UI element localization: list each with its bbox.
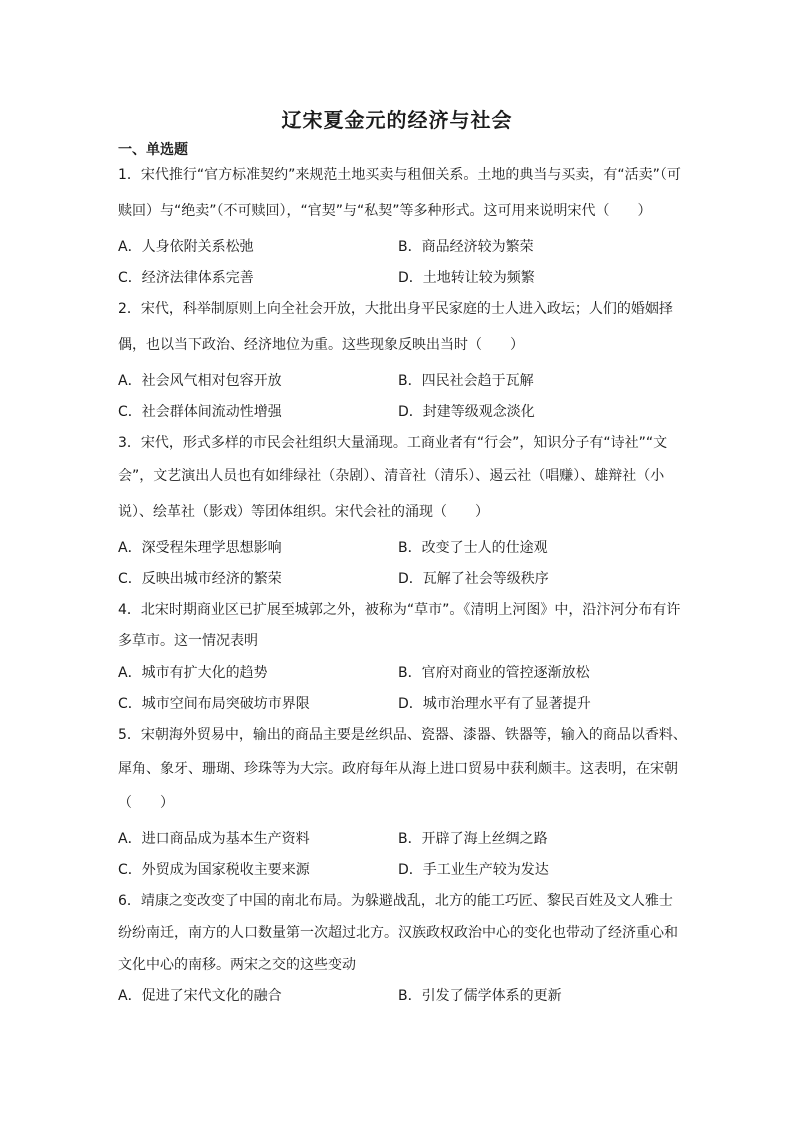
question-1-line-1: 1．宋代推行“官方标准契约”来规范土地买卖与租佃关系。土地的典当与买卖，有“活卖”（可 <box>118 167 681 183</box>
question-3-option-a: A．深受程朱理学思想影响 <box>118 540 282 556</box>
question-5-line-2: 犀角、象牙、珊瑚、珍珠等为大宗。政府每年从海上进口贸易中获利颇丰。这表明，在宋朝 <box>118 761 678 777</box>
question-2-option-d: D．封建等级观念淡化 <box>398 404 535 420</box>
question-4-option-d: D．城市治理水平有了显著提升 <box>398 696 591 712</box>
question-3-line-3: 说）、绘革社（影戏）等团体组织。宋代会社的涌现（ ） <box>118 504 489 520</box>
question-6-option-b: B．引发了儒学体系的更新 <box>398 988 562 1004</box>
section-heading: 一、单选题 <box>118 142 188 158</box>
question-3-option-d: D．瓦解了社会等级秩序 <box>398 571 549 587</box>
question-4-line-1: 4．北宋时期商业区已扩展至城郭之外，被称为“草市”。《清明上河图》中，沿汴河分布有许 <box>118 602 681 618</box>
question-1-option-a: A．人身依附关系松弛 <box>118 239 254 255</box>
question-5-option-c: C．外贸成为国家税收主要来源 <box>118 862 310 878</box>
question-1-option-c: C．经济法律体系完善 <box>118 270 254 286</box>
question-1-option-b: B．商品经济较为繁荣 <box>398 239 534 255</box>
question-2-option-a: A．社会风气相对包容开放 <box>118 373 282 389</box>
question-6-line-1: 6．靖康之变改变了中国的南北布局。为躲避战乱，北方的能工巧匠、黎民百姓及文人雅士 <box>118 893 673 909</box>
question-6-option-a: A．促进了宋代文化的融合 <box>118 988 282 1004</box>
question-3-line-2: 会”，文艺演出人员也有如绯绿社（杂剧）、清音社（清乐）、遏云社（唱赚）、雄辩社（小 <box>118 468 665 484</box>
question-1-option-d: D．土地转让较为频繁 <box>398 270 535 286</box>
question-4-line-2: 多草市。这一情况表明 <box>118 633 258 649</box>
question-2-option-b: B．四民社会趋于瓦解 <box>398 373 534 389</box>
question-3-option-c: C．反映出城市经济的繁荣 <box>118 571 282 587</box>
question-5-line-1: 5．宋朝海外贸易中，输出的商品主要是丝织品、瓷器、漆器、铁器等，输入的商品以香料、 <box>118 727 687 743</box>
question-4-option-c: C．城市空间布局突破坊市界限 <box>118 696 310 712</box>
question-6-line-3: 文化中心的南移。两宋之交的这些变动 <box>118 957 356 973</box>
question-1-line-2: 赎回）与“绝卖”（不可赎回），“官契”与“私契”等多种形式。这可用来说明宋代（ ） <box>118 203 652 219</box>
page-title: 辽宋夏金元的经济与社会 <box>281 108 513 132</box>
question-5-option-d: D．手工业生产较为发达 <box>398 862 549 878</box>
question-5-option-a: A．进口商品成为基本生产资料 <box>118 831 310 847</box>
question-2-line-2: 偶，也以当下政治、经济地位为重。这些现象反映出当时（ ） <box>118 337 524 353</box>
question-6-line-2: 纷纷南迁，南方的人口数量第一次超过北方。汉族政权政治中心的变化也带动了经济重心和 <box>118 925 678 941</box>
question-5-option-b: B．开辟了海上丝绸之路 <box>398 831 548 847</box>
question-5-line-3: （ ） <box>118 795 174 811</box>
question-2-line-1: 2．宋代，科举制原则上向全社会开放，大批出身平民家庭的士人进入政坛；人们的婚姻择 <box>118 301 673 317</box>
question-3-option-b: B．改变了士人的仕途观 <box>398 540 548 556</box>
question-2-option-c: C．社会群体间流动性增强 <box>118 404 282 420</box>
question-3-line-1: 3．宋代，形式多样的市民会社组织大量涌现。工商业者有“行会”，知识分子有“诗社”“文 <box>118 435 668 451</box>
question-4-option-a: A．城市有扩大化的趋势 <box>118 665 268 681</box>
question-4-option-b: B．官府对商业的管控逐渐放松 <box>398 665 590 681</box>
